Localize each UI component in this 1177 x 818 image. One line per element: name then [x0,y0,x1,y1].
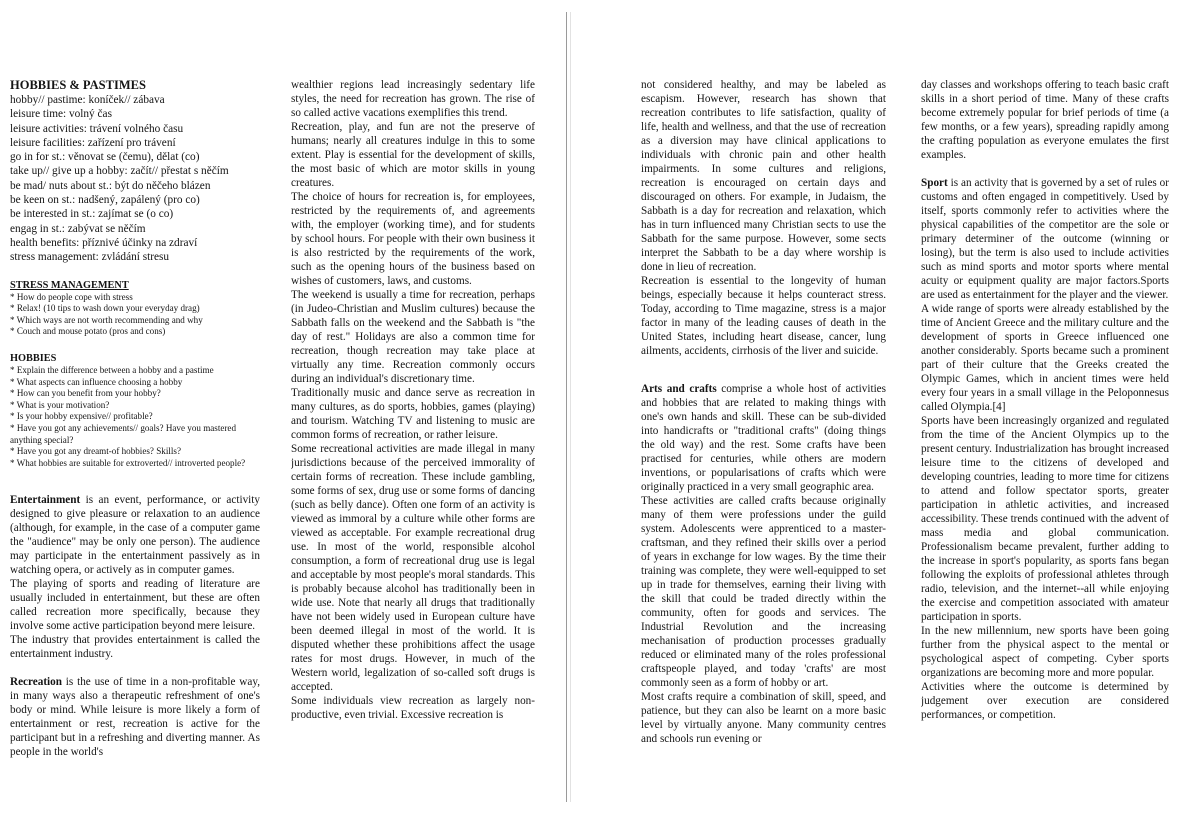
page-gutter-shadow [570,12,571,802]
question-item: * Relax! (10 tips to wash down your everyday drag) [10,303,260,315]
hobbies-questions [10,365,260,469]
paragraph: Some individuals view recreation as largely non-productive, even trivial. Excessive recreation is [291,695,535,721]
vocab-item: engag in st.: zabývat se něčím [10,222,146,235]
entertainment-paragraph-2: The playing of sports and reading of literature are usually included in entertainment, but these are often called recreation more specifically, because they involve some active participation beyond mere leisure. [10,578,260,633]
hobbies-heading: HOBBIES [10,352,57,364]
entertainment-term: Entertainment [10,494,81,507]
paragraph: The choice of hours for recreation is, for employees, restricted by the requirements of, and agreements with, the employer (working time), and for students by school hours. For people with their own business it is also restricted by the requirements of the work, such as the opening hours of the business based on wishes of customers, laws, and customs. [291,191,535,287]
question-item: * What aspects can influence choosing a hobby [10,377,260,389]
arts-crafts-term: Arts and crafts [641,383,717,395]
paragraph: These activities are called crafts because originally many of them were professions under the guild system. Adolescents were apprenticed to a master-craftsman, and they refined their skills over a period of years in exchange for low wages. By the time their training was complete, they were well-equipped to set up in trade for themselves, earning their living with the skill that could be traded directly within the community, often for goods and services. The Industrial Revolution and the increasing mechanisation of production processes gradually reduced or eliminated many of the roles professional craftspeople played, and today 'crafts' are most commonly seen as a form of hobby or art. [641,495,886,689]
vocab-item: be mad/ nuts about st.: být do něčeho blázen [10,179,211,192]
vocab-item: health benefits: příznivé účinky na zdraví [10,236,198,249]
stress-questions [10,292,260,338]
vocab-item: be keen on st.: nadšený, zapálený (pro co) [10,194,200,207]
column-2 [291,78,535,722]
paragraph: The weekend is usually a time for recreation, perhaps (in Judeo-Christian and Muslim cultures) because the Sabbath falls on the weekend and the Sabbath is "the day of rest." Holidays are also a common time for recreation, though recreation may take place at virtually any time. Recreation commonly occurs during an individual's discretionary time. [291,289,535,385]
vocab-item: stress management: zvládání stresu [10,251,170,264]
recreation-text: is the use of time in a non-profitable way, in many ways also a therapeutic refreshment of one's body or mind. While leisure is more likely a form of entertainment or rest, recreation is active for the participant but in a refreshing and diverting manner. As people in the world's [10,676,260,759]
paragraph: day classes and workshops offering to teach basic craft skills in a short period of time. Many of these crafts become extremely popular for brief periods of time (a few months, or a few years), spreading rapidly among the crafting population as everyone emulates the first examples. [921,79,1169,161]
question-item: * What is your motivation? [10,400,260,412]
paragraph: Most crafts require a combination of skill, speed, and patience, but they can also be learnt on a more basic level by virtually anyone. Many community centres and schools run evening or [641,691,886,745]
entertainment-paragraph [10,493,260,577]
question-item: * Which ways are not worth recommending and why [10,315,260,327]
paragraph: wealthier regions lead increasingly sedentary life styles, the need for recreation has grown. The rise of so called active vacations exemplifies this trend. [291,79,535,119]
vocab-item: leisure activities: trávení volného času [10,122,184,135]
question-item: * Couch and mouse potato (pros and cons) [10,326,260,338]
vocab-item: take up// give up a hobby: začít// přestat s něčím [10,165,229,178]
arts-crafts-text: comprise a whole host of activities and hobbies that are related to making things with one's own hands and skill. These can be sub-divided into handicrafts or "traditional crafts" (doing things the old way) and the rest. Some crafts have been practised for centuries, while others are modern inventions, or popularisations of crafts which were originally practiced in a very small geographic area. [641,383,886,493]
paragraph: Sports have been increasingly organized and regulated from the time of the Ancient Olympics up to the present century. Industrialization has brought increased leisure time to the citizens of developed and developing countries, leading to more time for citizens to attend and follow spectator sports, greater participation in athletic activities, and increased accessibility. These trends continued with the advent of mass media and global communication. Professionalism became prevalent, further adding to the increase in sport's popularity, as sports fans began following the exploits of professional athletes through radio, television, and the internet--all while enjoying the exercise and competition associated with amateur participation in sports. [921,415,1169,623]
question-item: * How do people cope with stress [10,292,260,304]
paragraph: A wide range of sports were already established by the time of Ancient Greece and the military culture and the development of sports in Greece influenced one another considerably. Sports became such a prominent part of their culture that the Greeks created the Olympic Games, which in ancient times were held every four years in a small village in the Peloponnesus called Olympia.[4] [921,303,1169,413]
vocab-item: go in for st.: věnovat se (čemu), dělat (co) [10,151,200,164]
stress-management-heading: STRESS MANAGEMENT [10,279,129,291]
paragraph: Traditionally music and dance serve as recreation in many cultures, as do sports, hobbies, games (playing) and tourism. Watching TV and listening to music are common forms of recreation, or rather leisure. [291,387,535,441]
vocab-item: hobby// pastime: koníček// zábava [10,94,165,106]
paragraph: Recreation, play, and fun are not the preserve of humans; nearly all creatures indulge in this to some extent. Play is essential for the development of skills, the most basic of which are motor skills in young creatures. [291,121,535,189]
question-item: * What hobbies are suitable for extroverted// introverted people? [10,458,260,470]
sport-term: Sport [921,177,948,189]
sport-text: is an activity that is governed by a set of rules or customs and often engaged in competitively. Used by itself, sports commonly refer to activities where the physical capabilities of the competitor are the sole or primary determiner of the outcome (winning or losing), but the term is also used to include activities such as mind sports and motor sports where mental acuity or equipment quality are major factors.Sports are used as entertainment for the player and the viewer. [921,177,1169,301]
vocab-item: leisure time: volný čas [10,108,112,121]
column-3 [641,78,886,746]
question-item: * Explain the difference between a hobby and a pastime [10,365,260,377]
paragraph: Recreation is essential to the longevity of human beings, especially because it helps counteract stress. Today, according to Time magazine, stress is a major factor in many of the leading causes of death in the United States, including heart disease, cancer, lung ailments, accidents, cirrhosis of the liver and suicide. [641,275,886,357]
recreation-term: Recreation [10,676,62,689]
page-title: HOBBIES & PASTIMES [10,78,146,92]
question-item: * Is your hobby expensive// profitable? [10,411,260,423]
page-gutter [566,12,567,802]
entertainment-text: is an event, performance, or activity designed to give pleasure or relaxation to an audience (although, for example, in the case of a computer game the "audience" may be only one person). The audience may participate in the entertainment passively as in watching opera, or actively as in computer games. [10,494,260,577]
entertainment-paragraph-3: The industry that provides entertainment is called the entertainment industry. [10,634,260,661]
paragraph: In the new millennium, new sports have been going further from the physical aspect to the mental or psychological aspect of competing. Cyber sports organizations are becoming more and more popular. [921,625,1169,679]
question-item: * Have you got any dreamt-of hobbies? Skills? [10,446,260,458]
paragraph: not considered healthy, and may be labeled as escapism. However, research has shown that recreation contributes to life satisfaction, quality of life, health and wellness, and that the use of recreation as a diversion may have clinical applications to individuals with chronic pain and other health impairments. In some cultures and religions, recreation is encouraged on certain days and discouraged on others. For example, in Judaism, the Sabbath is a day for recreation and relaxation, which has in turn influenced many Christian sects to use the Sabbath for the same purpose. However, some sects interpret the Sabbath to be a day where worship is done in lieu of recreation. [641,79,886,273]
arts-crafts-paragraph [641,382,886,494]
paragraph: Some recreational activities are made illegal in many jurisdictions because of the perceived immorality of certain forms of recreation. These include gambling, some forms of sex, drug use or some forms of dancing (such as belly dance). Often one form of an activity is viewed as immoral by a culture while other forms are viewed as acceptable. For example recreational drug use. In most of the world, responsible alcohol consumption, a form of recreational drug use is legal and acceptable by most people's moral standards. This is probably because alcohol has traditionally been in wide use. Note that nearly all drugs that traditionally have not been widely used in European culture have been deemed illegal in most of the world. It is disputed whether these prohibitions affect the usage rates for most drugs. However, in much of the Western world, legalization of so-called soft drugs is accepted. [291,443,535,693]
vocab-item: leisure facilities: zařízení pro trávení [10,136,176,149]
vocab-item: be interested in st.: zajímat se (o co) [10,208,174,221]
paragraph: Activities where the outcome is determined by judgement over execution are considered performances, or competition. [921,681,1169,721]
question-item: * Have you got any achievements// goals? Have you mastered anything special? [10,423,260,446]
question-item: * How can you benefit from your hobby? [10,388,260,400]
column-1 [10,78,260,759]
recreation-paragraph [10,675,260,759]
column-4 [921,78,1169,722]
sport-paragraph [921,176,1169,302]
vocabulary-list [10,93,260,265]
